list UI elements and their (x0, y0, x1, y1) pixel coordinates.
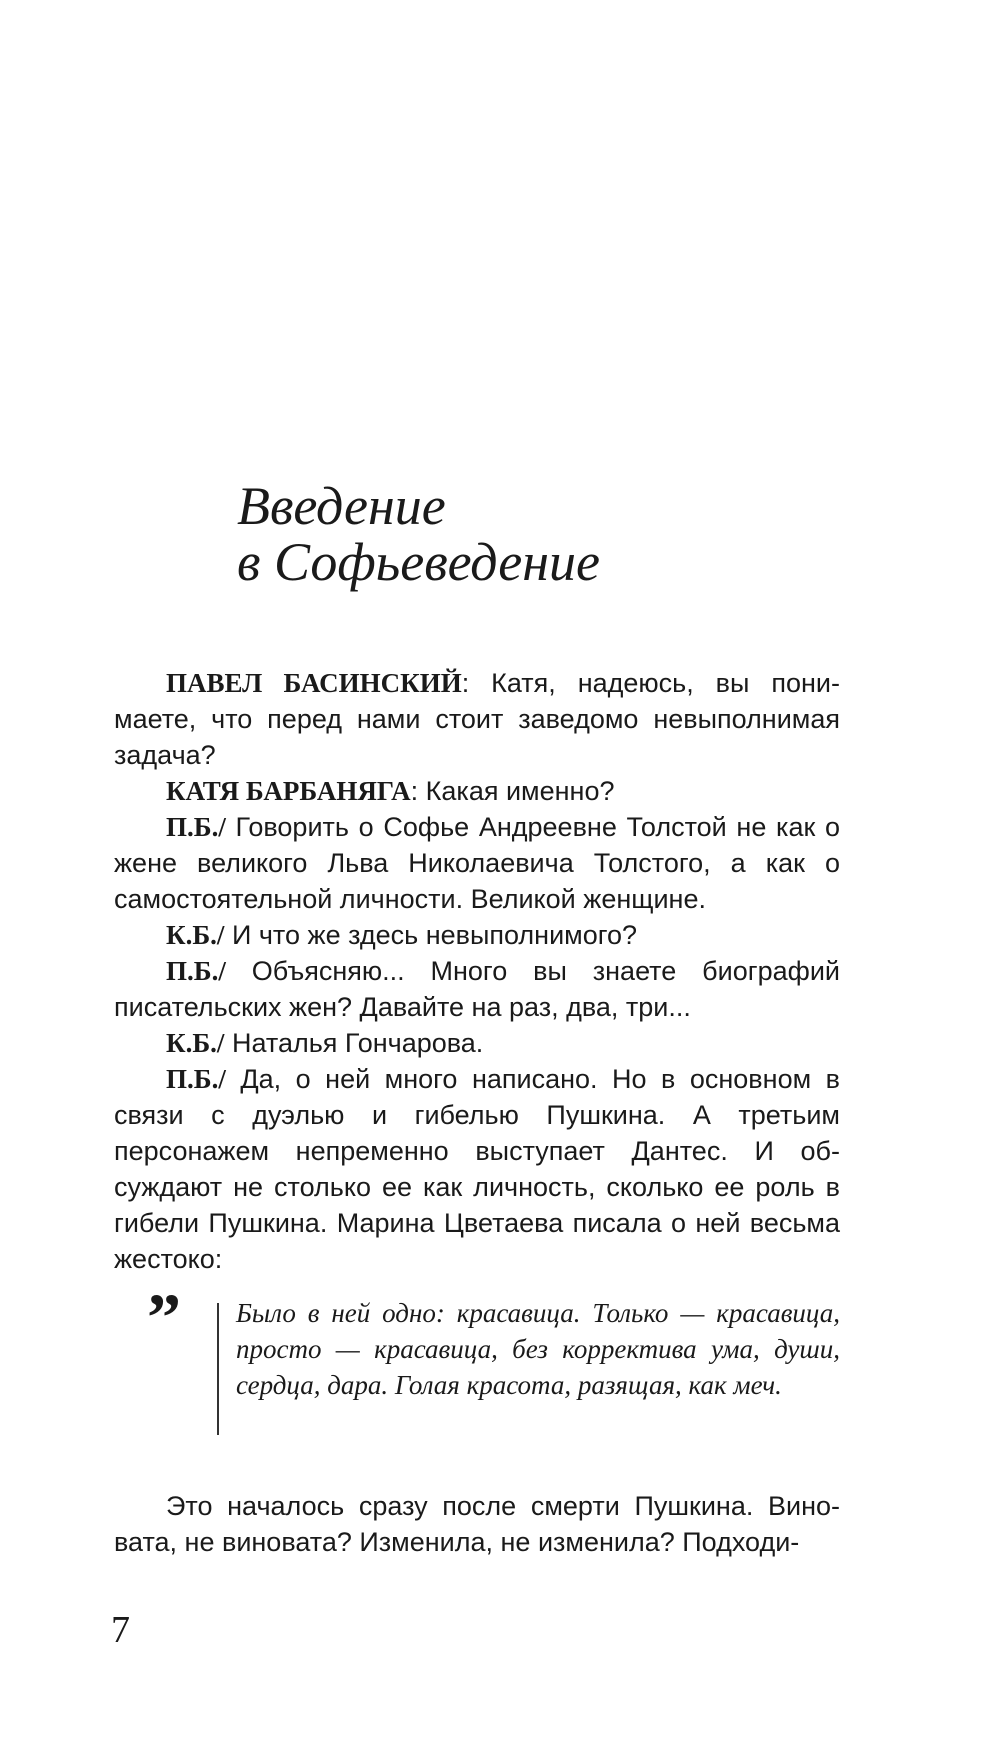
page-number: 7 (111, 1609, 130, 1651)
speaker-separator (224, 1028, 232, 1058)
speaker-separator: : (461, 668, 492, 698)
chapter-title-line-2: в Софьеведение (237, 532, 600, 592)
quotation-mark-icon: ” (147, 1279, 181, 1355)
speaker-label: К.Б./ (166, 1028, 225, 1058)
dialogue-paragraph (114, 809, 840, 917)
speaker-label: П.Б./ (166, 812, 226, 842)
dialogue-paragraph (114, 1025, 840, 1061)
dialogue-text: Да, о ней много написано. Но в основном в связи с дуэлью и гибелью Пушкина. А третьим персонажем непременно выступает Дантес. И обсуждают не столько ее как личность, сколько ее роль в гибели Пушкина. Марина Цветаева писала о ней весьма жестоко: (114, 1064, 840, 1274)
speaker-label: ПАВЕЛ БАСИНСКИЙ (166, 668, 462, 698)
speaker-label: П.Б./ (166, 956, 226, 986)
speaker-label: КАТЯ БАРБАНЯГА (166, 776, 411, 806)
chapter-title-line-1: Введение (237, 476, 446, 536)
speaker-separator (226, 956, 252, 986)
speaker-separator (226, 1064, 241, 1094)
dialogue-paragraph (114, 665, 840, 773)
speaker-label: П.Б./ (166, 1064, 226, 1094)
dialogue-text: И что же здесь невыполнимого? (231, 920, 638, 950)
dialogue-paragraph (114, 773, 840, 809)
dialogue-paragraph (114, 953, 840, 1025)
speaker-separator (226, 812, 236, 842)
dialogue-text: Объясняю... Много вы знаете биографий писательских жен? Давайте на раз, два, три... (114, 956, 840, 1022)
dialogue-text: Наталья Гончарова. (231, 1028, 484, 1058)
dialogue-paragraph (114, 1061, 840, 1277)
chapter-title (237, 478, 600, 590)
speaker-separator (224, 920, 232, 950)
dialogue-text: Говорить о Софье Андреевне Толстой не как о жене великого Льва Николаевича Толстого, а как о самостоятельной личности. Великой женщине. (114, 812, 840, 914)
body-paragraph: Это началось сразу после смерти Пушкина. Виновата, не виновата? Изменила, не изменила? Подходи- (114, 1491, 840, 1557)
speaker-separator: : (410, 776, 426, 806)
dialogue-text: Катя, надеюсь, вы понимаете, что перед нами стоит заведомо невыполнимая задача? (114, 668, 840, 770)
epigraph-quote (147, 1279, 840, 1445)
dialogue-paragraph (114, 917, 840, 953)
dialogue-section (114, 665, 840, 1277)
body-paragraph-section (114, 1488, 840, 1560)
quote-divider (217, 1303, 219, 1435)
quote-text: Было в ней одно: красавица. Только — красавица, просто — красавица, без корректива ума, души, сердца, дара. Голая красота, разящая, как меч. (236, 1298, 840, 1400)
dialogue-text: Какая именно? (425, 776, 615, 806)
speaker-label: К.Б./ (166, 920, 225, 950)
